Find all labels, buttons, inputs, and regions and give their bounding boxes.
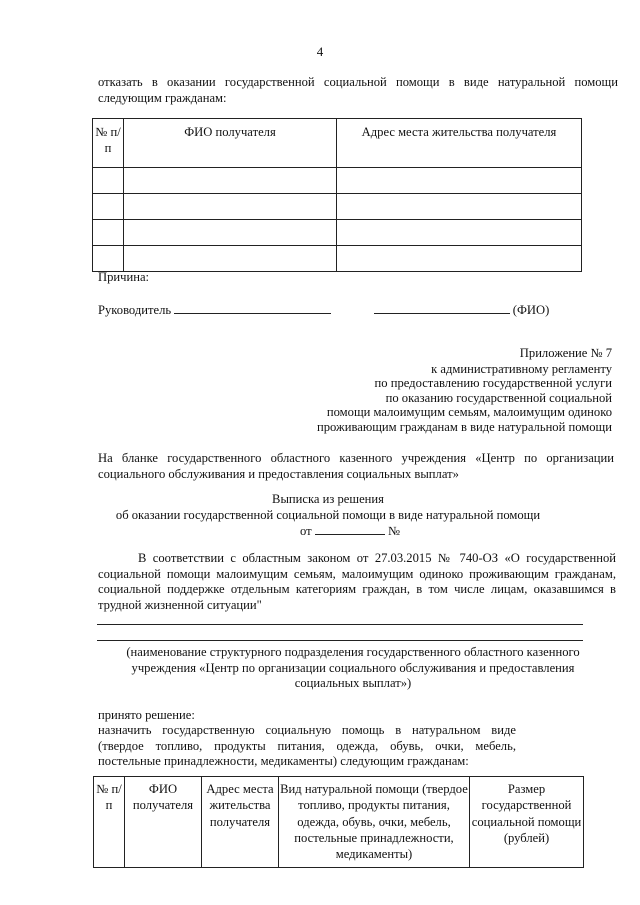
- grant-table: [93, 776, 584, 868]
- extract-from-label: от: [300, 524, 312, 538]
- table-cell[interactable]: [337, 220, 582, 246]
- col-header-number: № п/п: [94, 777, 125, 868]
- table-cell[interactable]: [93, 194, 124, 220]
- appendix-line: помощи малоимущим семьям, малоимущим одиноко: [326, 405, 612, 419]
- col-header-name: ФИО получателя: [125, 777, 202, 868]
- table-row: [93, 168, 582, 194]
- unit-field-line2[interactable]: [97, 640, 583, 641]
- table-cell[interactable]: [337, 168, 582, 194]
- reason-label: Причина:: [98, 270, 150, 284]
- appendix-line: по оказанию государственной социальной: [385, 391, 612, 405]
- table-cell[interactable]: [124, 194, 337, 220]
- extract-title: Выписка из решения: [272, 492, 384, 506]
- table-row: [93, 194, 582, 220]
- refusal-intro-line1: отказать в оказании государственной социальной помощи в виде натуральной помощи: [98, 75, 618, 89]
- refusal-intro: [98, 75, 618, 106]
- col-header-address: Адрес места жительства получателя: [202, 777, 279, 868]
- extract-subtitle: об оказании государственной социальной помощи в виде натуральной помощи: [115, 508, 541, 522]
- table-cell[interactable]: [93, 168, 124, 194]
- table-row: [93, 246, 582, 272]
- appendix-title: Приложение № 7: [519, 346, 612, 360]
- extract-number-label: №: [387, 524, 400, 538]
- table-row: [93, 220, 582, 246]
- appendix-line: по предоставлению государственной услуги: [374, 376, 612, 390]
- table-header-row: [94, 777, 584, 868]
- unit-field-line1[interactable]: [97, 624, 583, 625]
- page-number: 4: [316, 44, 324, 59]
- table-header-row: [93, 119, 582, 168]
- table-cell[interactable]: [124, 168, 337, 194]
- law-paragraph: В соответствии с областным законом от 27.03.2015 № 740-ОЗ «О государственной социальной помощи малоимущим семьям, малоимущим одиноко проживающим гражданам, социальной поддержке отдельным категориям граждан, в том числе лицам, оказавшимся в трудной жизненной ситуации": [98, 551, 616, 613]
- decision-label: принято решение:: [98, 708, 195, 722]
- table-cell[interactable]: [124, 246, 337, 272]
- refusal-intro-line2: следующим гражданам:: [98, 90, 227, 105]
- col-header-number: № п/п: [93, 119, 124, 168]
- unit-caption: (наименование структурного подразделения государственного областного казенного учреждения «Центр по организации социального обслуживания и предоставления социальных выплат»): [126, 645, 580, 691]
- signature-line: [98, 302, 578, 319]
- letterhead: На бланке государственного областного казенного учреждения «Центр по организации социального обслуживания и предоставления социальных выплат»: [98, 451, 614, 481]
- signature-fio-label: (ФИО): [512, 303, 550, 317]
- table-cell[interactable]: [337, 246, 582, 272]
- table-cell[interactable]: [337, 194, 582, 220]
- fio-field[interactable]: [374, 302, 510, 314]
- extract-date-line: [300, 523, 400, 540]
- refusal-table: [92, 118, 582, 272]
- col-header-address: Адрес места жительства получателя: [337, 119, 582, 168]
- col-header-aid-type: Вид натуральной помощи (твердое топливо, продукты питания, одежда, обувь, очки, мебель, постельные принадлежности, медикаменты): [279, 777, 470, 868]
- appendix-line: проживающим гражданам в виде натуральной помощи: [316, 420, 612, 434]
- date-field[interactable]: [315, 523, 385, 535]
- table-cell[interactable]: [93, 246, 124, 272]
- signature-role: Руководитель: [98, 303, 172, 317]
- table-cell[interactable]: [124, 220, 337, 246]
- signature-field[interactable]: [174, 302, 331, 314]
- col-header-name: ФИО получателя: [124, 119, 337, 168]
- decision-text: назначить государственную социальную помощь в натуральном виде (твердое топливо, продукты питания, одежда, обувь, очки, мебель, постельные принадлежности, медикаменты) следующим гражданам:: [98, 723, 516, 769]
- table-cell[interactable]: [93, 220, 124, 246]
- col-header-amount: Размер государственной социальной помощи (рублей): [470, 777, 584, 868]
- appendix-line: к административному регламенту: [431, 362, 612, 376]
